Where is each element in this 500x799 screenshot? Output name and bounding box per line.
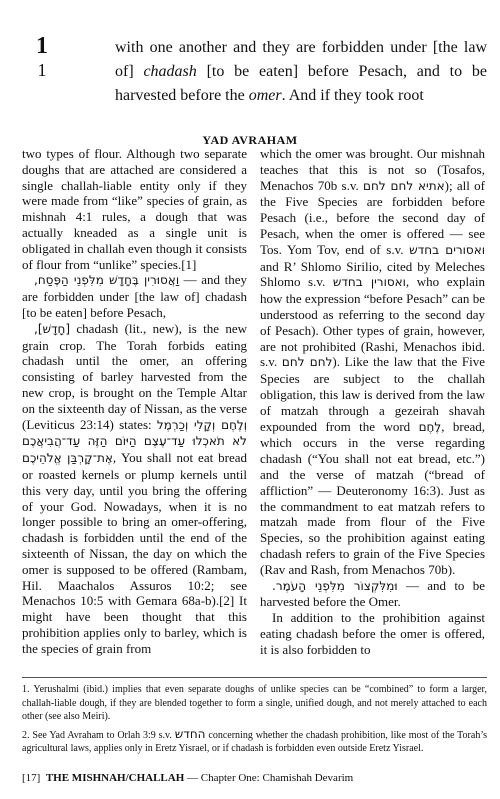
footnote-2 — [22, 728, 487, 756]
hebrew-term: ואסורין בחדש — [332, 275, 406, 290]
commentary-text: — and to be harvested before the Omer. — [260, 577, 485, 610]
hebrew-verse: וְלֶחֶם וְקָלִי וְכַרְמֶל לֹא תֹאכְלוּ עַד־עֶצֶם הַיּוֹם הַזֶּה עַד־הֲבִיאֲכֶם אֶת־קָרְבַּן אֱלֹהֵיכֶם — [22, 417, 248, 466]
mishnah-number-bold: 1 — [36, 33, 48, 59]
hebrew-term: החדש — [174, 726, 206, 741]
commentary-text: which the omer was brought. Our mishnah teaches that this is not so (Tosafos, Menachos 70b s.v. — [260, 146, 485, 193]
footnote-divider — [22, 677, 487, 678]
hebrew-term: לחם לחם — [281, 355, 333, 370]
commentary-right-column — [260, 146, 485, 658]
footnote-1: 1. Yerushalmi (ibid.) implies that even separate doughs of unlike species can be “combined” to form a larger, challah-liable dough, if they are blended together to form a single, unified dough, and not merely attached to each other (see also Meiri). — [22, 684, 487, 722]
footnote-text: concerning whether the chadash prohibition, like most of the Torah’s agricultural laws, applies only in Eretz Yisrael, or if chadash is forbidden even outside Eretz Yisrael. — [22, 729, 487, 754]
translation-part: . And if they took root — [281, 87, 424, 104]
commentary-paragraph: two types of flour. Although two separate doughs that are attached are considered a single challah-liable entity only if they were made from “like” species of grain, as mishnah 4:1 rules, a dough that was actually kneaded as a single unit is obligated in challah even though it consists of flour from “unlike” species.[1] — [22, 146, 247, 272]
commentary-text: and R’ Shlomo Sirilio, cited by Meleches Shlomo s.v. — [260, 258, 485, 290]
mishnah-translation — [115, 36, 487, 108]
footnote-text: 2. See Yad Avraham to Orlah 3:9 s.v. — [22, 729, 172, 741]
commentary-text: , bread, which occurs in the verse regarding chadash (“You shall not eat bread, etc.”) and the verse of matzah (“bread of affliction” — Deuteronomy 16:3). Just as the commandment to eat matzah refers to matzah made from flour of the Five Species, so the prohibition against eating chadash refers to grain of the Five Species (Rav and Rash, from Menachos 70b). — [260, 418, 485, 577]
translation-italic: chadash — [143, 63, 197, 80]
hebrew-heading: [חָדָשׁ], — [34, 321, 71, 336]
translation-part: with one another and they are forbidden under [the law of] — [115, 39, 487, 80]
commentary-paragraph — [260, 578, 485, 611]
translation-part: [to be eaten] before Pesach, and to be harvested before the — [115, 63, 488, 104]
hebrew-term: לֶחֶם — [418, 419, 442, 434]
commentary-text: , You shall not eat bread or roasted kernels or plump kernels until this very day, until you bring the offering of your God. Nowadays, when it is no longer possible to bring an omer-offering, chadash is forbidden until the end of the sixteenth of Nissan, the day on which the omer is supposed to be offered (Rambam, Hil. Maachalos Assuros 10:2; see Menachos 10:5 with Gemara 68a-b).[2] It might have been thought that this prohibition applies only to barley, which is the species of grain from — [22, 450, 247, 656]
commentary-paragraph — [260, 146, 485, 578]
commentary-paragraph — [22, 272, 247, 320]
page-number: [17] — [22, 772, 41, 784]
commentary-paragraph: In addition to the prohibition against eating chadash before the omer is offered, it is also forbidden to — [260, 610, 485, 657]
footer-title: THE MISHNAH/ — [45, 772, 129, 784]
hebrew-heading: וַאֲסוּרִין בֶּחָדָשׁ מִלִּפְנֵי הַפֶּסַח, — [34, 273, 180, 288]
hebrew-term: ואסורים בחדש — [409, 242, 486, 257]
footer-chapter: — Chapter One: Chamishah Devarim — [184, 772, 354, 784]
mishnah-number-plain: 1 — [37, 60, 47, 80]
page-footer — [22, 772, 492, 785]
translation-italic: omer — [248, 87, 282, 104]
footer-tractate: CHALLAH — [128, 772, 185, 784]
commentary-paragraph — [22, 321, 247, 657]
section-title: YAD AVRAHAM — [202, 133, 298, 147]
hebrew-heading: וּמִלִּקְצוֹר מִלִּפְנֵי הָעֹמֶר. — [272, 578, 398, 593]
mishnah-number — [22, 34, 62, 82]
commentary-text: ). Like the law that the Five Species are subject to the challah obligation, this law is derived from the law of matzah through a gezeirah shavah expounded from the word — [260, 354, 486, 434]
hebrew-term: אתיא לחם לחם — [363, 178, 445, 193]
footnotes — [22, 683, 487, 760]
commentary-text: — and they are forbidden under [the law of] chadash [to be eaten] before Pesach, — [22, 272, 248, 320]
commentary-text: ); all of the Five Species are forbidden before Pesach (i.e., before the second day of Pesach, when the omer is offered — see Tos. Yom Tov, end of s.v. — [260, 177, 485, 257]
commentary-text: , who explain how the expression “before Pesach” can be understood as referring to the second day of Pesach). Other types of grain, however, are not prohibited (Rashi, Menachos ibid. s.v. — [260, 274, 486, 370]
commentary-text: chadash (lit., new), is the new grain crop. The Torah forbids eating chadash until the omer, an offering consisting of barley harvested from the new crop, is brought on the Temple Altar on the sixteenth day of Nissan, as the verse (Leviticus 23:14) states: — [22, 320, 247, 432]
commentary-left-column — [22, 146, 247, 657]
